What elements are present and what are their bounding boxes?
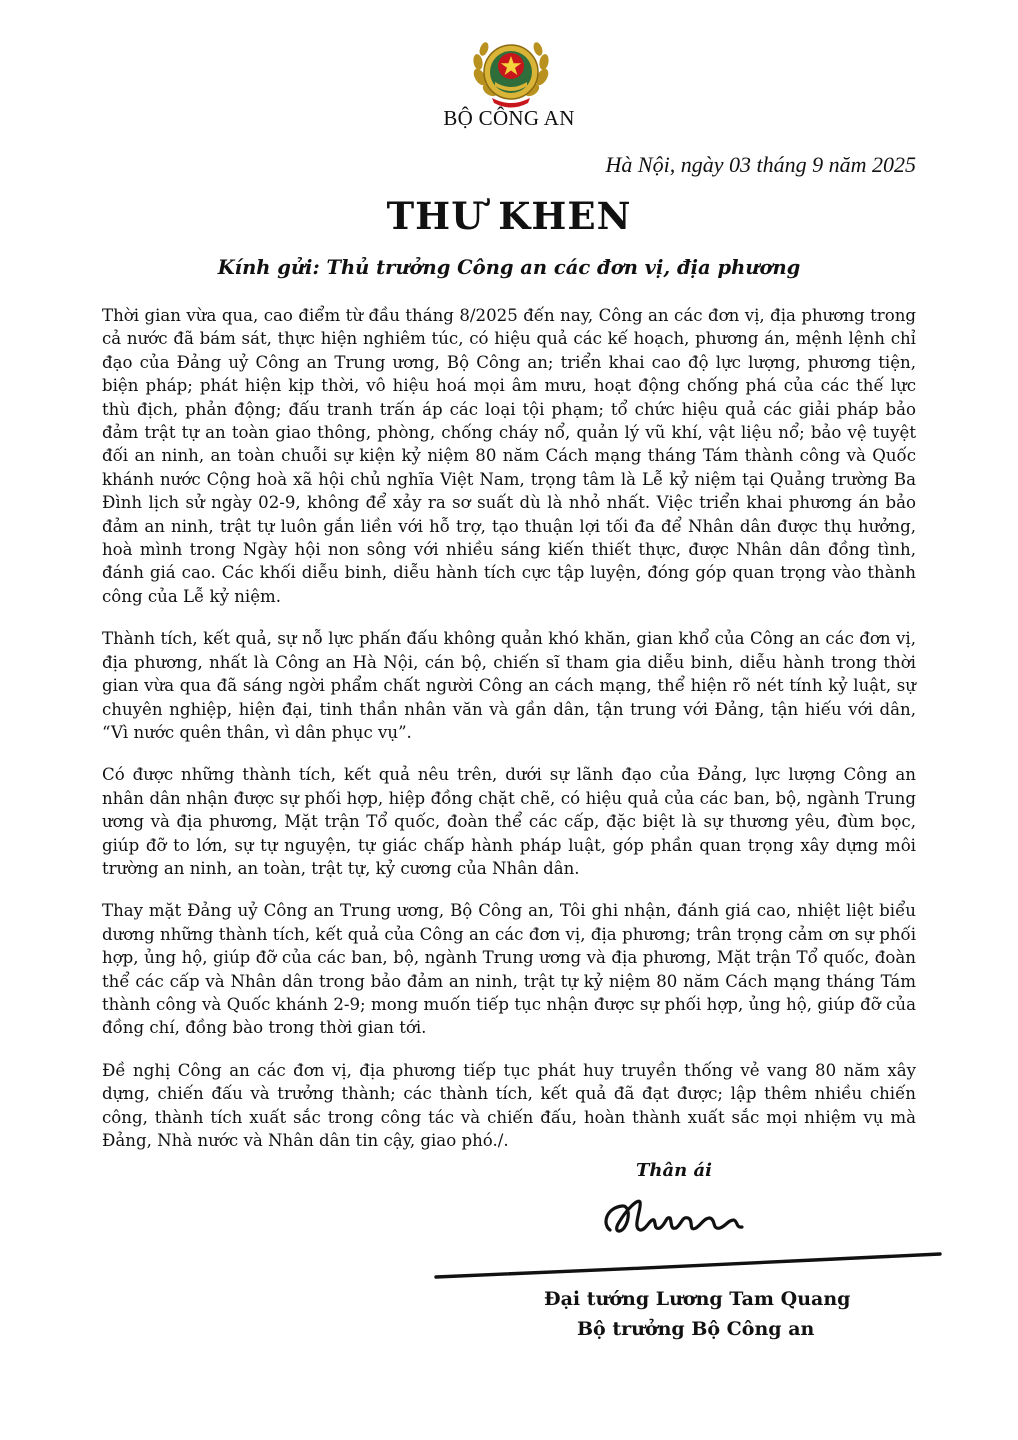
closing-salutation: Thân ái [636, 1160, 712, 1181]
letter-body [102, 304, 916, 1171]
body-paragraph: Thời gian vừa qua, cao điểm từ đầu tháng 8/2025 đến nay, Công an các đơn vị, địa phương trong cả nước đã bám sát, thực hiện nghiêm túc, có hiệu quả các kế hoạch, phương án, mệnh lệnh chỉ đạo của Đảng uỷ Công an Trung ương, Bộ Công an; triển khai cao độ lực lượng, phương tiện, biện pháp; phát hiện kịp thời, vô hiệu hoá mọi âm mưu, hoạt động chống phá của các thế lực thù địch, phản động; đấu tranh trấn áp các loại tội phạm; tổ chức hiệu quả các giải pháp bảo đảm trật tự an toàn giao thông, phòng, chống cháy nổ, quản lý vũ khí, vật liệu nổ; bảo vệ tuyệt đối an ninh, an toàn chuỗi sự kiện kỷ niệm 80 năm Cách mạng tháng Tám thành công và Quốc khánh nước Cộng hoà xã hội chủ nghĩa Việt Nam, trọng tâm là Lễ kỷ niệm tại Quảng trường Ba Đình lịch sử ngày 02-9, không để xảy ra sơ suất dù là nhỏ nhất. Việc triển khai phương án bảo đảm an ninh, trật tự luôn gắn liền với hỗ trợ, tạo thuận lợi tối đa để Nhân dân được thụ hưởng, hoà mình trong Ngày hội non sông với nhiều sáng kiến thiết thực, được Nhân dân đồng tình, đánh giá cao. Các khối diễu binh, diễu hành tích cực tập luyện, đóng góp quan trọng vào thành công của Lễ kỷ niệm. [102, 306, 916, 606]
signature-underline [434, 1248, 944, 1282]
body-paragraph: Có được những thành tích, kết quả nêu trên, dưới sự lãnh đạo của Đảng, lực lượng Công an nhân dân nhận được sự phối hợp, hiệp đồng chặt chẽ, có hiệu quả của các ban, bộ, ngành Trung ương và địa phương, Mặt trận Tổ quốc, đoàn thể các cấp, đặc biệt là sự thương yêu, đùm bọc, giúp đỡ to lớn, sự tự nguyện, tự giác chấp hành pháp luật, góp phần quan trọng xây dựng môi trường an ninh, an toàn, trật tự, kỷ cương của Nhân dân. [102, 765, 916, 878]
place-date: Hà Nội, ngày 03 tháng 9 năm 2025 [605, 152, 916, 177]
organization-name: BỘ CÔNG AN [443, 106, 575, 130]
letter-title: THƯ KHEN [386, 194, 632, 238]
police-emblem-icon [470, 32, 552, 114]
body-paragraph: Thay mặt Đảng uỷ Công an Trung ương, Bộ Công an, Tôi ghi nhận, đánh giá cao, nhiệt liệt biểu dương những thành tích, kết quả của Công an các đơn vị, địa phương; trân trọng cảm ơn sự phối hợp, ủng hộ, giúp đỡ của các ban, bộ, ngành Trung ương và địa phương, Mặt trận Tổ quốc, đoàn thể các cấp và Nhân dân trong bảo đảm an ninh, trật tự kỷ niệm 80 năm Cách mạng tháng Tám thành công và Quốc khánh 2-9; mong muốn tiếp tục nhận được sự phối hợp, ủng hộ, giúp đỡ của đồng chí, đồng bào trong thời gian tới. [102, 901, 916, 1038]
handwritten-signature [596, 1190, 766, 1242]
letter-recipient: Kính gửi: Thủ trưởng Công an các đơn vị, địa phương [217, 256, 801, 279]
body-paragraph: Thành tích, kết quả, sự nỗ lực phấn đấu không quản khó khăn, gian khổ của Công an các đơn vị, địa phương, nhất là Công an Hà Nội, cán bộ, chiến sĩ tham gia diễu binh, diễu hành trong thời gian vừa qua đã sáng ngời phẩm chất người Công an cách mạng, thể hiện rõ nét tính kỷ luật, sự chuyên nghiệp, hiện đại, tinh thần nhân văn và gần dân, tận trung với Đảng, tận hiếu với dân, “Vì nước quên thân, vì dân phục vụ”. [102, 629, 916, 742]
signer-name: Đại tướng Lương Tam Quang [544, 1288, 851, 1310]
body-paragraph: Đề nghị Công an các đơn vị, địa phương tiếp tục phát huy truyền thống vẻ vang 80 năm xây dựng, chiến đấu và trưởng thành; các thành tích, kết quả đã đạt được; lập thêm nhiều chiến công, thành tích xuất sắc trong công tác và chiến đấu, hoàn thành xuất sắc mọi nhiệm vụ mà Đảng, Nhà nước và Nhân dân tin cậy, giao phó./. [102, 1060, 916, 1150]
signer-title: Bộ trưởng Bộ Công an [577, 1318, 815, 1340]
